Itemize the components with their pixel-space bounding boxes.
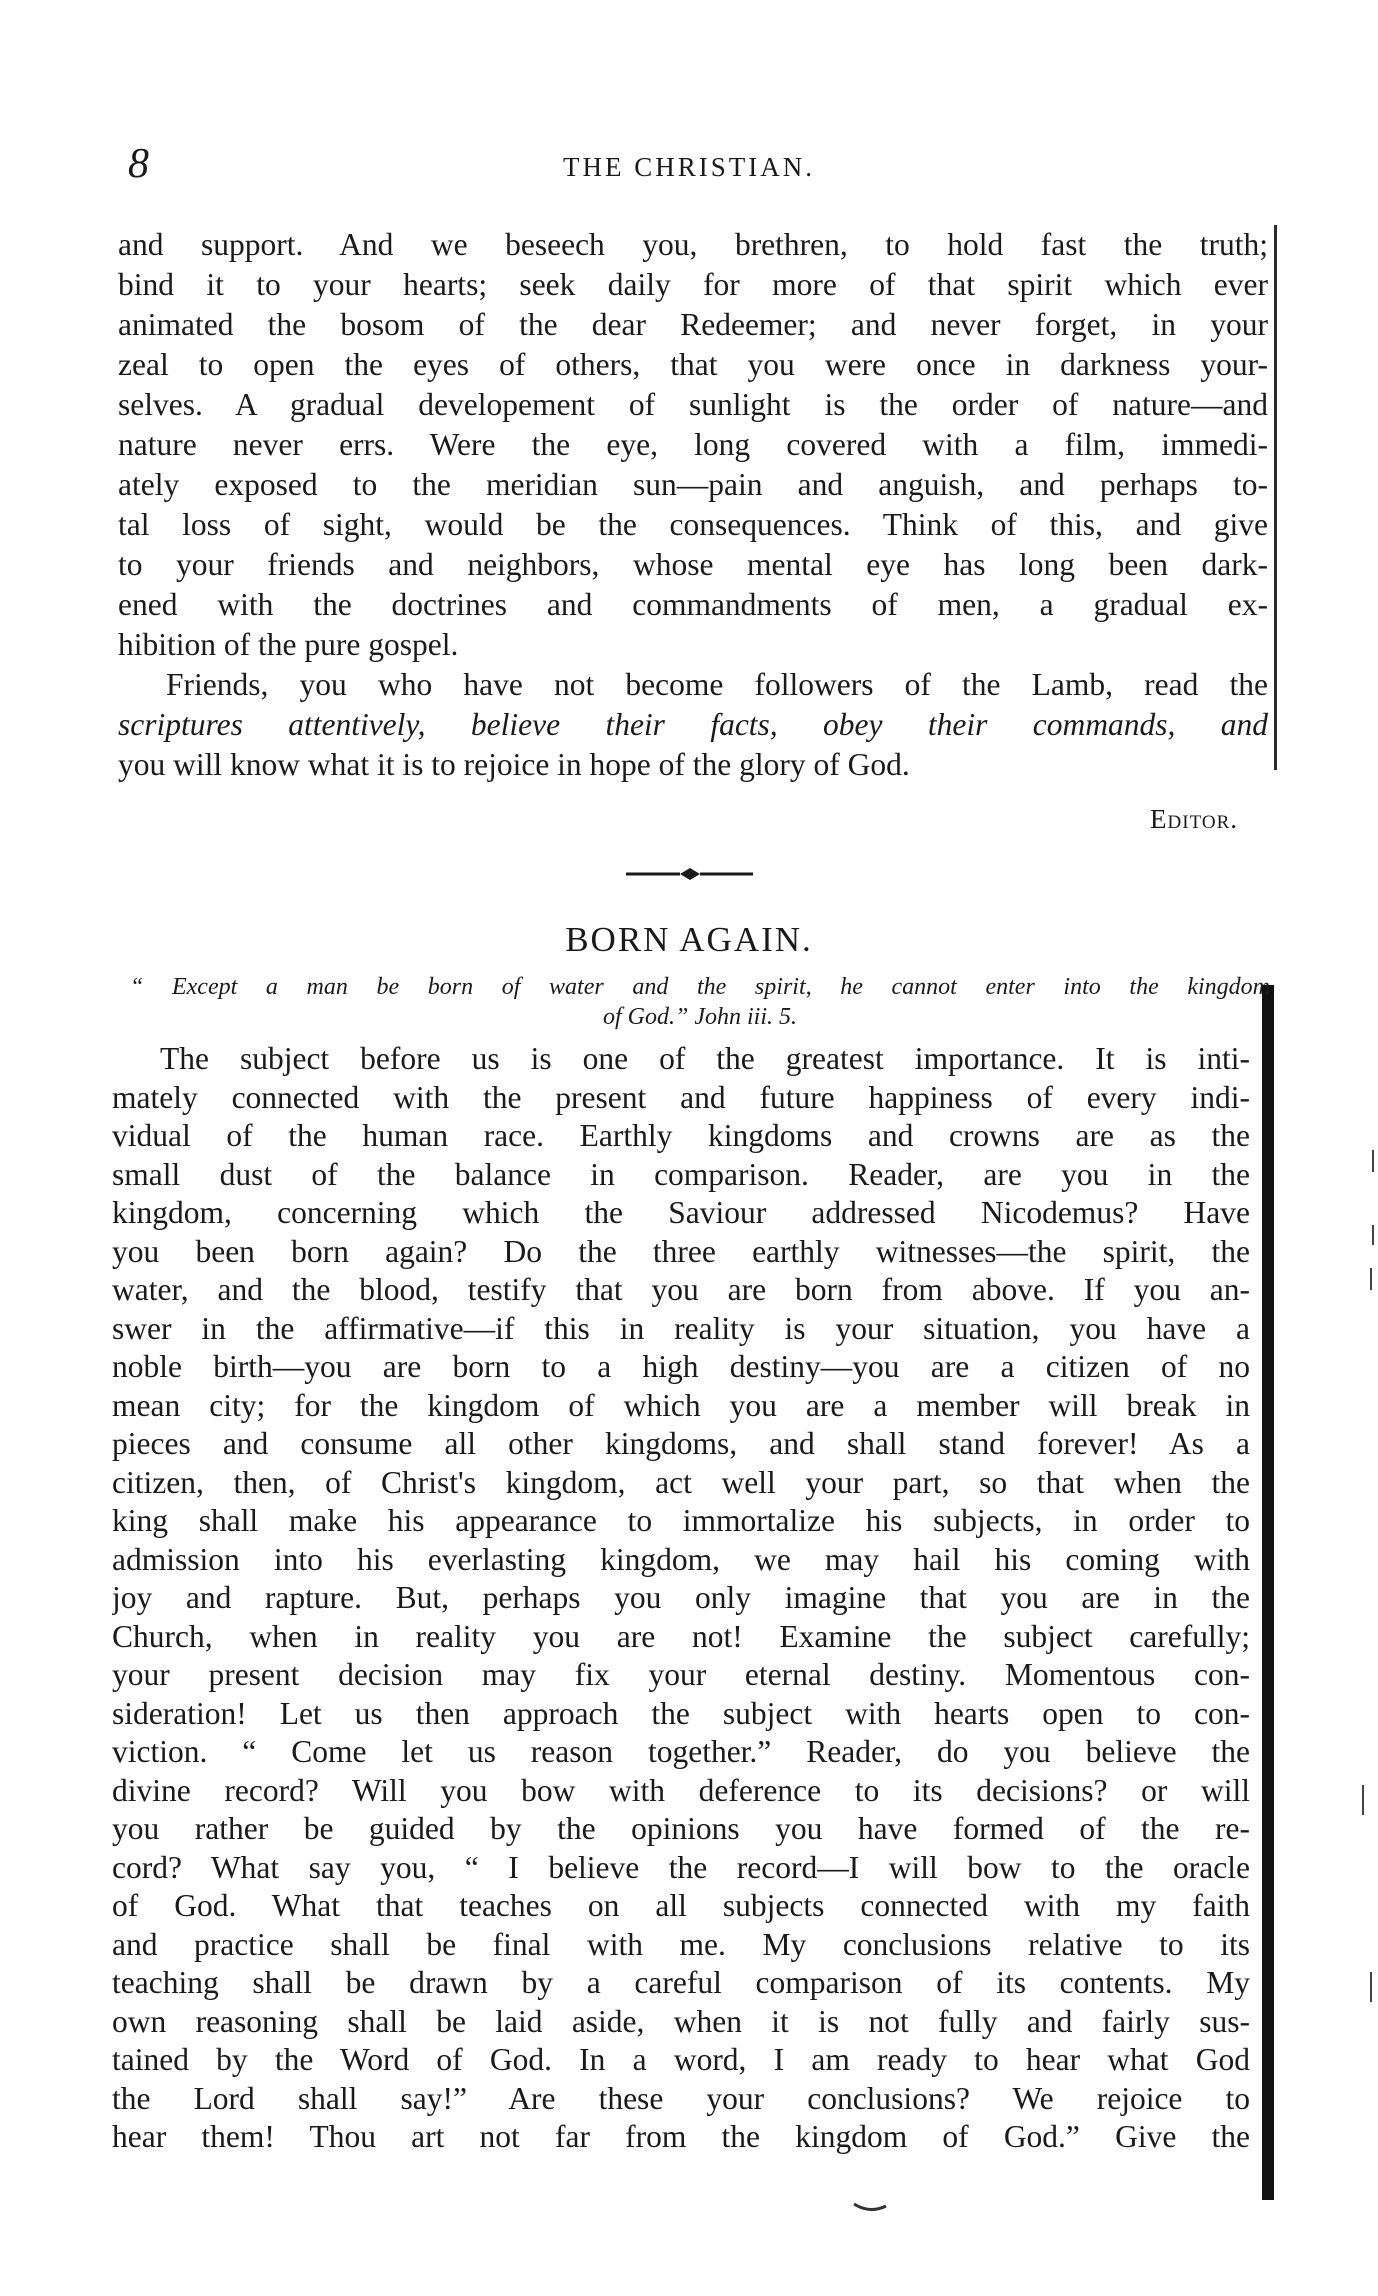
editorial-line: selves. A gradual developement of sunlight is the order of nature—and xyxy=(118,387,1268,422)
article-line: admission into his everlasting kingdom, we may hail his coming with xyxy=(112,1541,1250,1577)
edge-mark xyxy=(1372,1225,1374,1245)
article-line: divine record? Will you bow with deference to its decisions? or will xyxy=(112,1772,1250,1808)
edge-mark xyxy=(1372,1150,1374,1172)
editorial-line: zeal to open the eyes of others, that you were once in darkness your- xyxy=(118,347,1268,382)
article-line: viction. “ Come let us reason together.” Reader, do you believe the xyxy=(112,1734,1250,1769)
editorial-line: to your friends and neighbors, whose mental eye has long been dark- xyxy=(118,547,1268,582)
article-line: joy and rapture. But, perhaps you only imagine that you are in the xyxy=(112,1580,1250,1615)
article-line: kingdom, concerning which the Saviour addressed Nicodemus? Have xyxy=(112,1195,1250,1230)
editorial-line: and support. And we beseech you, brethren, to hold fast the truth; xyxy=(118,227,1268,262)
article-line: the Lord shall say!” Are these your conclusions? We rejoice to xyxy=(112,2080,1250,2116)
article-line: teaching shall be drawn by a careful comparison of its contents. My xyxy=(112,1965,1250,2000)
article-line: own reasoning shall be laid aside, when it is not fully and fairly sus- xyxy=(112,2003,1250,2039)
article-line: Church, when in reality you are not! Examine the subject carefully; xyxy=(112,1618,1250,1654)
article-line: you rather be guided by the opinions you have formed of the re- xyxy=(112,1811,1250,1846)
editorial-line: nature never errs. Were the eye, long covered with a film, immedi- xyxy=(118,427,1268,462)
article-line: sideration! Let us then approach the subject with hearts open to con- xyxy=(112,1695,1250,1731)
editorial-closing-line: you will know what it is to rejoice in hope of the glory of God. xyxy=(118,747,910,782)
article-line: cord? What say you, “ I believe the record—I will bow to the oracle xyxy=(112,1849,1250,1885)
editorial-line: hibition of the pure gospel. xyxy=(118,627,459,662)
epigraph xyxy=(130,972,1270,1032)
article-title: BORN AGAIN. xyxy=(565,920,813,959)
article-line: hear them! Thou art not far from the kingdom of God.” Give the xyxy=(112,2119,1250,2154)
edge-mark xyxy=(1370,1972,1372,2002)
article-line: citizen, then, of Christ's kingdom, act well your part, so that when the xyxy=(112,1464,1250,1500)
article-body xyxy=(112,1040,1250,2157)
article-line: of God. What that teaches on all subjects connected with my faith xyxy=(112,1888,1250,1923)
editorial-line: tal loss of sight, would be the consequences. Think of this, and give xyxy=(118,507,1268,542)
editorial-line: bind it to your hearts; seek daily for more of that spirit which ever xyxy=(118,267,1268,302)
article-line: tained by the Word of God. In a word, I am ready to hear what God xyxy=(112,2042,1250,2077)
epigraph-citation: of God.” John iii. 5. xyxy=(602,1004,797,1030)
article-line: small dust of the balance in comparison. Reader, are you in the xyxy=(112,1156,1250,1192)
editorial-line: ately exposed to the meridian sun—pain and anguish, and perhaps to- xyxy=(118,467,1268,502)
running-head: THE CHRISTIAN. xyxy=(563,152,815,182)
editorial-closing-line: Friends, you who have not become followers of the Lamb, read the xyxy=(166,667,1268,702)
article-line: pieces and consume all other kingdoms, and shall stand forever! As a xyxy=(112,1426,1250,1461)
article-line: The subject before us is one of the greatest importance. It is inti- xyxy=(160,1041,1250,1076)
article-line: swer in the affirmative—if this in reality is your situation, you have a xyxy=(112,1310,1250,1346)
page-number: 8 xyxy=(128,141,149,187)
binding-edge-shadow-bottom xyxy=(1262,985,1274,2200)
article-line: and practice shall be final with me. My conclusions relative to its xyxy=(112,1926,1250,1962)
editorial-closing-line: scriptures attentively, believe their facts, obey their commands, and xyxy=(118,707,1268,742)
edge-mark xyxy=(1362,1785,1364,1815)
article-line: your present decision may fix your eternal destiny. Momentous con- xyxy=(112,1657,1250,1692)
editor-signature: Editor. xyxy=(1150,804,1238,834)
editorial-text xyxy=(118,225,1268,785)
article-line: you been born again? Do the three earthly witnesses—the spirit, the xyxy=(112,1233,1250,1269)
binding-edge-shadow-top xyxy=(1274,225,1277,770)
epigraph-line: “ Except a man be born of water and the spirit, he cannot enter into the kingdom xyxy=(130,974,1270,1000)
article-line: noble birth—you are born to a high destiny—you are a citizen of no xyxy=(112,1349,1250,1384)
edge-mark xyxy=(1370,1268,1372,1290)
ink-smudge xyxy=(850,2200,890,2214)
section-divider-ornament xyxy=(622,864,757,884)
article-line: vidual of the human race. Earthly kingdoms and crowns are as the xyxy=(112,1118,1250,1153)
article-line: mean city; for the kingdom of which you are a member will break in xyxy=(112,1387,1250,1423)
article-line: king shall make his appearance to immortalize his subjects, in order to xyxy=(112,1503,1250,1538)
article-line: mately connected with the present and future happiness of every indi- xyxy=(112,1079,1250,1115)
editorial-line: animated the bosom of the dear Redeemer; and never forget, in your xyxy=(118,307,1268,342)
editorial-line: ened with the doctrines and commandments of men, a gradual ex- xyxy=(118,587,1268,622)
article-line: water, and the blood, testify that you are born from above. If you an- xyxy=(112,1272,1250,1307)
